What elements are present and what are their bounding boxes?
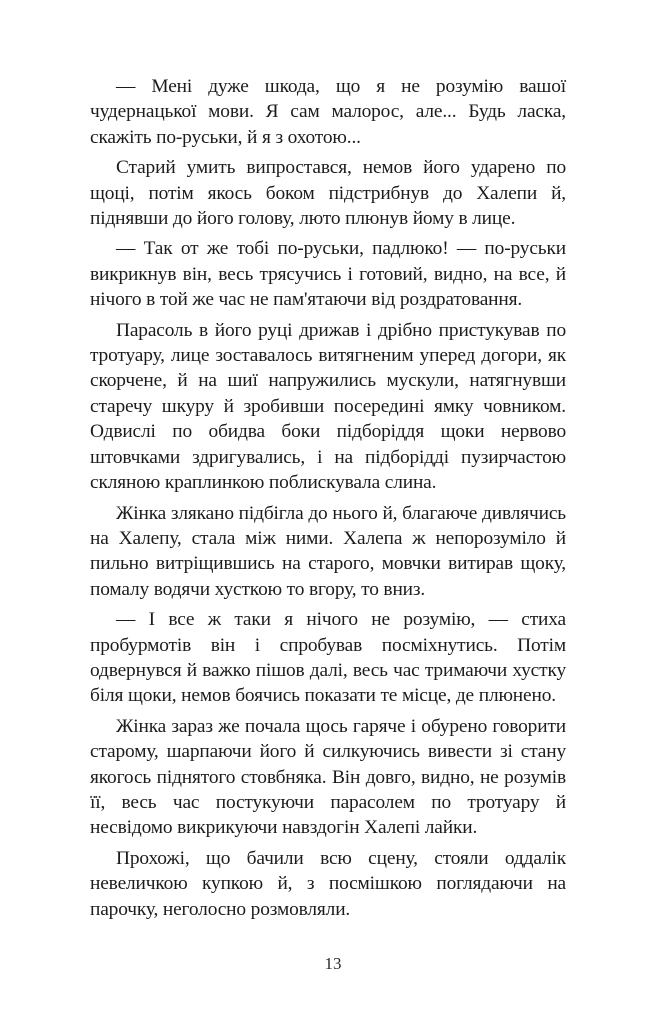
paragraph-6: — І все ж таки я нічого не розумію, — стиха пробурмотів він і спробував посміхнутись. Потім одвернувся й важко пішов далі, весь час тримаючи хустку біля щоки, немов боячись показати те місце, де плюнено. (90, 609, 566, 707)
paragraph-5: Жінка злякано підбігла до нього й, благаюче дивлячись на Халепу, стала між ними. Халепа ж непорозуміло й пильно витріщившись на старого, мовчки витирав щоку, помалу водячи хусткою то вгору, то вниз. (90, 502, 566, 600)
paragraph-8: Прохожі, що бачили всю сцену, стояли оддалік невеличкою купкою й, з посмішкою поглядаючи на парочку, неголосно розмовляли. (90, 847, 566, 920)
page-number: 13 (324, 954, 342, 973)
paragraph-4: Парасоль в його руці дрижав і дрібно пристукував по тротуару, лице зоставалось витягненим уперед догори, як скорчене, й на шиї напружились мускули, натягнувши старечу шкуру й зробивши посередині ямку човником. Одвислі по обидва боки підборіддя щоки нервово штовчками здригувались, і на підборідді пузирчастою скляною краплинкою поблискувала слина. (90, 319, 566, 494)
paragraph-7: Жінка зараз же почала щось гаряче і обурено говорити старому, шарпаючи його й силкуючись вивести зі стану якогось піднятого стовбняка. Він довго, видно, не розумів її, весь час постукуючи парасолем по тротуару й несвідомо викрикуючи навздогін Халепі лайки. (90, 715, 566, 839)
body-text (90, 74, 566, 927)
paragraph-1: — Мені дуже шкода, що я не розумію вашої чудернацької мови. Я сам малорос, але... Будь ласка, скажіть по-руськи, й я з охотою... (90, 76, 566, 148)
paragraph-2: Старий умить випростався, немов його ударено по щоці, потім якось боком підстрибнув до Халепи й, піднявши до його голову, люто плюнув йому в лице. (90, 157, 566, 230)
paragraph-3: — Так от же тобі по-руськи, падлюко! — по-руськи викрикнув він, весь трясучись і готовий, видно, на все, й нічого в той же час не пам'ятаючи від роздратовання. (90, 238, 566, 311)
